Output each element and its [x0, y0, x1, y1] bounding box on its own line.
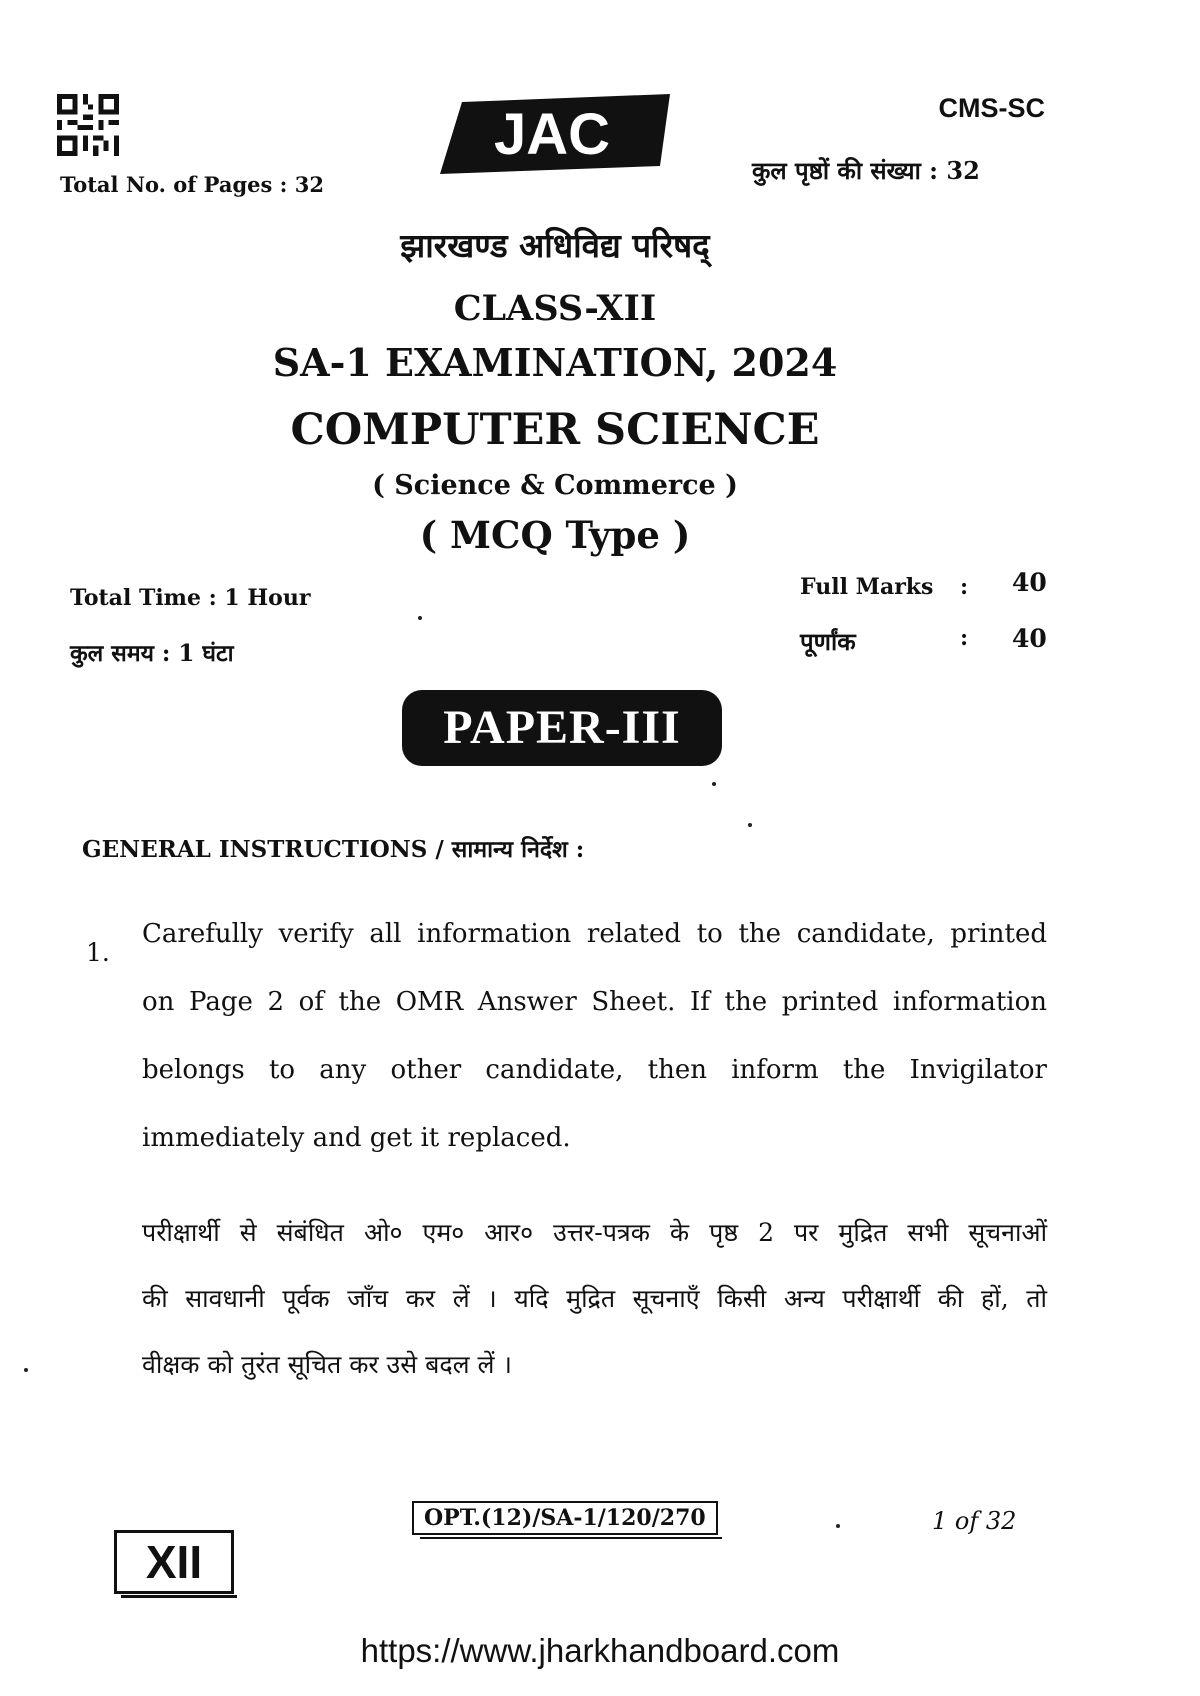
marks-colon: :	[960, 574, 969, 600]
instruction-number: 1.	[86, 938, 110, 967]
paper-reference: OPT.(12)/SA-1/120/270	[412, 1501, 718, 1535]
full-marks-value-hindi: 40	[1012, 624, 1047, 653]
marks-colon-hindi: :	[960, 625, 969, 651]
scan-speck	[748, 823, 752, 827]
instruction-english-line: Carefully verify all information related to the candidate, printed	[142, 919, 1047, 949]
class-title: CLASS-XII	[453, 288, 657, 329]
jac-logo	[430, 94, 670, 176]
scan-speck	[24, 1368, 28, 1372]
instruction-hindi-line: परीक्षार्थी से संबंधित ओ० एम० आर० उत्तर-पत्रक के पृष्ठ 2 पर मुद्रित सभी सूचनाओं	[142, 1218, 1047, 1247]
paper-code: CMS-SC	[938, 93, 1045, 123]
exam-title: SA-1 EXAMINATION, 2024	[272, 340, 838, 385]
instruction-hindi-line: की सावधानी पूर्वक जाँच कर लें । यदि मुद्रित सूचनाएँ किसी अन्य परीक्षार्थी की हों, तो	[142, 1284, 1047, 1313]
scan-speck	[418, 616, 422, 620]
instruction-english-line: belongs to any other candidate, then inform the Invigilator	[142, 1055, 1047, 1085]
question-type: ( MCQ Type )	[419, 513, 691, 557]
total-pages-hindi: कुल पृष्ठों की संख्या : 32	[752, 156, 980, 185]
logo-text: JAC	[493, 102, 611, 167]
full-marks-value: 40	[1012, 568, 1047, 597]
board-name: झारखण्ड अधिविद्य परिषद्	[400, 226, 710, 265]
instructions-heading: GENERAL INSTRUCTIONS / सामान्य निर्देश :	[82, 836, 585, 863]
instruction-english	[142, 900, 1047, 1172]
subject-title: COMPUTER SCIENCE	[290, 405, 820, 455]
qr-code-icon	[57, 94, 119, 156]
stream-subtitle: ( Science & Commerce )	[372, 470, 738, 501]
total-time-hindi: कुल समय : 1 घंटा	[70, 640, 234, 667]
paper-badge: PAPER-III	[402, 690, 722, 766]
instruction-english-line: on Page 2 of the OMR Answer Sheet. If the printed information	[142, 987, 1047, 1017]
website-url: https://www.jharkhandboard.com	[360, 1632, 840, 1669]
scan-speck	[836, 1524, 840, 1528]
page-number: 1 of 32	[932, 1507, 1017, 1535]
full-marks-label-hindi: पूर्णांक	[800, 627, 856, 656]
scan-speck	[712, 782, 716, 786]
instruction-hindi-line: वीक्षक को तुरंत सूचित कर उसे बदल लें ।	[142, 1350, 512, 1379]
total-time-english: Total Time : 1 Hour	[70, 585, 311, 611]
instruction-english-line: immediately and get it replaced.	[142, 1123, 571, 1153]
total-pages-english: Total No. of Pages : 32	[60, 172, 324, 197]
full-marks-label: Full Marks	[800, 574, 934, 600]
class-box: XII	[114, 1530, 234, 1594]
instruction-hindi	[142, 1200, 1047, 1398]
